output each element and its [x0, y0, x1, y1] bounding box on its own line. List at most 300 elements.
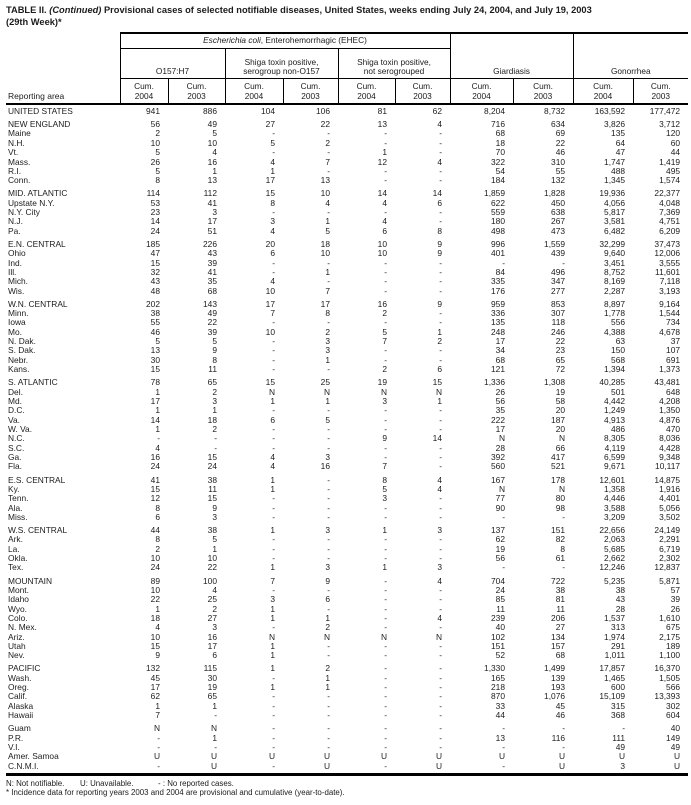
value-cell: N [323, 386, 330, 397]
value-cell: - [439, 308, 442, 319]
value-cell: 46 [150, 326, 160, 337]
value-cell: 137 [491, 525, 505, 536]
value-cell: 870 [491, 691, 505, 702]
value-cell: 7 [325, 285, 330, 296]
value-cell: - [272, 584, 275, 595]
value-cell: - [327, 710, 330, 721]
value-cell: 1 [270, 650, 275, 661]
value-cell: 139 [551, 672, 566, 683]
value-cell: N [153, 723, 160, 734]
table-row [6, 397, 688, 406]
col-header-giardiasis-cum2004: Cum. 2004 [450, 78, 513, 104]
value-cell: - [439, 732, 442, 743]
table-row [6, 425, 688, 434]
table-row [6, 129, 688, 138]
table-row [6, 167, 688, 176]
value-cell: 560 [491, 461, 505, 472]
value-cell: 5 [212, 336, 217, 347]
notifiable-diseases-table [6, 32, 688, 771]
reporting-area-cell: Mich. [8, 276, 29, 287]
value-cell: 102 [491, 631, 505, 642]
value-cell: 6 [270, 414, 275, 425]
reporting-area-cell: Ala. [8, 502, 23, 513]
value-cell: 16 [377, 298, 387, 309]
value-cell: 1,350 [659, 405, 681, 416]
value-cell: 634 [551, 119, 566, 130]
value-cell: U [498, 751, 505, 762]
value-cell: - [384, 452, 387, 463]
value-cell: 11 [208, 483, 217, 494]
value-cell: - [562, 257, 566, 268]
reporting-area-cell: Upstate N.Y. [8, 197, 55, 208]
table-row [6, 614, 688, 623]
value-cell: - [439, 207, 442, 218]
value-cell: 115 [203, 663, 217, 674]
value-cell: 206 [551, 612, 566, 623]
value-cell: U [268, 751, 275, 762]
value-cell: 2 [155, 128, 160, 139]
value-cell: 118 [551, 317, 566, 328]
value-cell: - [327, 405, 330, 416]
value-cell: 8 [155, 502, 160, 513]
value-cell: 16 [150, 452, 160, 463]
value-cell: 1,499 [544, 663, 566, 674]
value-cell: 20 [555, 405, 566, 416]
value-cell: - [384, 640, 387, 651]
value-cell: 46 [555, 710, 566, 721]
value-cell: 178 [551, 474, 566, 485]
value-cell: 5 [270, 137, 275, 148]
col-header-gonorrhea-cum2004: Cum. 2004 [573, 78, 633, 104]
value-cell: - [439, 405, 442, 416]
value-cell: 193 [551, 682, 566, 693]
value-cell: - [439, 137, 442, 148]
table-row [6, 139, 688, 148]
value-cell: 566 [666, 682, 681, 693]
value-cell: - [384, 414, 387, 425]
table-row [6, 444, 688, 453]
value-cell: 1 [325, 354, 330, 365]
value-cell: 291 [611, 640, 626, 651]
table-row [6, 328, 688, 337]
value-cell: 1 [270, 562, 275, 573]
value-cell: 28 [615, 603, 626, 614]
value-cell: 4,876 [659, 414, 681, 425]
value-cell: 4 [270, 276, 275, 287]
value-cell: 38 [207, 525, 217, 536]
value-cell: - [384, 207, 387, 218]
reporting-area-cell: Md. [8, 395, 22, 406]
value-cell: 100 [203, 575, 217, 586]
value-cell: 27 [207, 612, 217, 623]
table-row [6, 199, 688, 208]
value-cell: 473 [551, 225, 566, 236]
value-cell: - [327, 502, 330, 513]
reporting-area-cell: Ohio [8, 248, 26, 259]
value-cell: - [327, 603, 330, 614]
value-cell: - [439, 257, 442, 268]
value-cell: 886 [203, 106, 217, 116]
value-cell: 24 [207, 461, 217, 472]
col-header-o157-cum2004: Cum. 2004 [120, 78, 168, 104]
value-cell: - [384, 423, 387, 434]
value-cell: 6,482 [604, 225, 626, 236]
value-cell: 3,193 [659, 285, 681, 296]
value-cell: 22 [150, 594, 160, 605]
col-header-serogroup-cum2004: Cum. 2004 [225, 78, 283, 104]
value-cell: 24 [150, 461, 160, 472]
value-cell: 734 [666, 317, 681, 328]
value-cell: 267 [551, 216, 566, 227]
footnotes [6, 779, 688, 797]
reporting-area-cell: Ariz. [8, 631, 25, 642]
reporting-area-cell: Calif. [8, 691, 28, 702]
table-title [6, 5, 688, 28]
value-cell: - [272, 442, 275, 453]
table-row [6, 434, 688, 443]
table-row [6, 605, 688, 614]
value-cell: - [157, 741, 160, 752]
value-cell: 3 [212, 395, 217, 406]
value-cell: 8 [560, 543, 566, 554]
value-cell: 10 [265, 326, 275, 337]
value-cell: 1,373 [659, 364, 681, 375]
table-row [6, 356, 688, 365]
table-header [6, 33, 688, 104]
value-cell: 959 [491, 298, 505, 309]
value-cell: 1,249 [604, 405, 626, 416]
value-cell: 1,544 [659, 308, 681, 319]
section-row [6, 189, 688, 198]
value-cell: N [435, 386, 442, 397]
value-cell: 9 [437, 298, 442, 309]
reporting-area-cell: Utah [8, 640, 26, 651]
value-cell: 4 [212, 147, 217, 158]
value-cell: - [327, 165, 330, 176]
value-cell: 14 [432, 433, 442, 444]
value-cell: 40 [495, 622, 505, 633]
value-cell: - [327, 584, 330, 595]
value-cell: - [214, 442, 217, 453]
value-cell: 8,204 [484, 106, 505, 116]
value-cell: 8,305 [604, 433, 626, 444]
value-cell: 41 [207, 266, 217, 277]
value-cell: 56 [150, 119, 160, 130]
value-cell: 30 [207, 672, 217, 683]
value-cell: - [384, 266, 387, 277]
value-cell: 716 [491, 119, 505, 130]
table-row [6, 318, 688, 327]
value-cell: - [327, 364, 330, 375]
value-cell: 132 [551, 175, 566, 186]
value-cell: 1,974 [604, 631, 626, 642]
value-cell: 3 [437, 562, 442, 573]
value-cell: - [327, 732, 330, 743]
value-cell: 3 [382, 493, 387, 504]
value-cell: 10 [320, 248, 330, 259]
value-cell: 3 [620, 760, 626, 771]
value-cell: - [439, 354, 442, 365]
reporting-area-cell: W. Va. [8, 423, 33, 434]
footnote-not-notifiable: N: Not notifiable. [6, 778, 65, 788]
value-cell: N [268, 631, 275, 642]
value-cell: 1,465 [604, 672, 626, 683]
value-cell: 20 [555, 423, 566, 434]
value-cell: 77 [495, 493, 505, 504]
table-row [6, 724, 688, 733]
value-cell: 322 [491, 156, 505, 167]
table-row [6, 743, 688, 752]
value-cell: 9 [382, 433, 387, 444]
value-cell: 14 [377, 188, 387, 199]
value-cell: - [439, 128, 442, 139]
value-cell: 1,537 [604, 612, 626, 623]
value-cell: 37,473 [654, 238, 681, 249]
value-cell: - [502, 741, 505, 752]
table-row [6, 208, 688, 217]
value-cell: 23 [150, 207, 160, 218]
value-cell: 24 [495, 584, 505, 595]
value-cell: - [384, 502, 387, 513]
value-cell: 8 [437, 225, 442, 236]
value-cell: 246 [551, 326, 566, 337]
value-cell: 622 [491, 197, 505, 208]
value-cell: 135 [611, 128, 626, 139]
value-cell: - [327, 207, 330, 218]
value-cell: 14,875 [654, 474, 681, 485]
value-cell: 604 [666, 710, 681, 721]
value-cell: - [384, 594, 387, 605]
value-cell: 57 [670, 584, 681, 595]
value-cell: N [268, 386, 275, 397]
value-cell: 1 [270, 483, 275, 494]
value-cell: 277 [551, 285, 566, 296]
value-cell: 17 [265, 175, 275, 186]
table-row [6, 504, 688, 513]
reporting-area-cell: E.S. CENTRAL [8, 474, 66, 485]
value-cell: 56 [495, 553, 505, 564]
value-cell: 7,118 [659, 276, 681, 287]
value-cell: 498 [491, 225, 505, 236]
value-cell: 3 [325, 525, 330, 536]
value-cell: 19 [377, 377, 387, 388]
value-cell: 3,826 [604, 119, 626, 130]
value-cell: 15 [150, 483, 160, 494]
value-cell: 6,719 [659, 543, 681, 554]
value-cell: 12 [377, 156, 387, 167]
value-cell: 5 [155, 147, 160, 158]
value-cell: 722 [551, 575, 566, 586]
value-cell: 2 [212, 386, 217, 397]
reporting-area-cell: La. [8, 543, 20, 554]
value-cell: - [272, 622, 275, 633]
value-cell: 111 [612, 732, 626, 743]
value-cell: 6,599 [604, 452, 626, 463]
value-cell: - [327, 553, 330, 564]
value-cell: 10 [150, 553, 160, 564]
table-row [6, 277, 688, 286]
value-cell: - [439, 423, 442, 434]
value-cell: 4,056 [604, 197, 626, 208]
value-cell: 70 [495, 147, 505, 158]
value-cell: 4 [437, 119, 442, 130]
value-cell: 14 [432, 188, 442, 199]
giardiasis-group-header: Giardiasis [450, 33, 573, 78]
value-cell: 1 [382, 525, 387, 536]
value-cell: 80 [555, 493, 566, 504]
value-cell: 15 [150, 640, 160, 651]
value-cell: 1,574 [659, 175, 681, 186]
value-cell: N [323, 631, 330, 642]
reporting-area-cell: Vt. [8, 147, 19, 158]
value-cell: 218 [491, 682, 505, 693]
value-cell: 62 [150, 691, 160, 702]
value-cell: 638 [551, 207, 566, 218]
value-cell: 1,011 [604, 650, 626, 661]
value-cell: - [327, 534, 330, 545]
value-cell: 1,505 [659, 672, 681, 683]
value-cell: - [157, 433, 160, 444]
value-cell: - [439, 414, 442, 425]
value-cell: 26 [150, 156, 160, 167]
value-cell: 68 [207, 285, 217, 296]
value-cell: 8,732 [544, 106, 566, 116]
value-cell: U [210, 751, 217, 762]
reporting-area-cell: N.H. [8, 137, 25, 148]
reporting-area-cell: W.N. CENTRAL [8, 298, 68, 309]
value-cell: 7 [155, 710, 160, 721]
footnote-unavailable: U: Unavailable. [80, 778, 134, 788]
value-cell: - [214, 710, 217, 721]
value-cell: 33 [495, 700, 505, 711]
value-cell: 62 [432, 106, 442, 116]
value-cell: 81 [555, 594, 566, 605]
shiga-serogroup-line1: Shiga toxin positive, [244, 56, 319, 67]
value-cell: 392 [491, 452, 505, 463]
value-cell: 78 [150, 377, 160, 388]
reporting-area-cell: Amer. Samoa [8, 751, 59, 762]
value-cell: 3,502 [659, 511, 681, 522]
reporting-area-cell: N.C. [8, 433, 25, 444]
value-cell: 60 [670, 137, 681, 148]
value-cell: 11 [496, 603, 505, 614]
value-cell: - [272, 741, 275, 752]
value-cell: 336 [491, 308, 505, 319]
value-cell: - [384, 553, 387, 564]
value-cell: 1 [212, 165, 217, 176]
value-cell: 226 [203, 238, 217, 249]
value-cell: 22 [207, 562, 217, 573]
value-cell: 10 [320, 188, 330, 199]
value-cell: 69 [555, 128, 566, 139]
value-cell: 39 [207, 257, 217, 268]
value-cell: 1 [270, 640, 275, 651]
value-cell: - [384, 700, 387, 711]
value-cell: - [384, 741, 387, 752]
value-cell: 4 [155, 622, 160, 633]
reporting-area-cell: Nev. [8, 650, 25, 661]
value-cell: 1,358 [604, 483, 626, 494]
value-cell: - [327, 691, 330, 702]
reporting-area-cell: N.J. [8, 216, 23, 227]
table-row [6, 406, 688, 415]
value-cell: - [384, 612, 387, 623]
value-cell: 310 [551, 156, 566, 167]
value-cell: U [323, 760, 330, 771]
table-row [6, 416, 688, 425]
value-cell: 157 [551, 640, 566, 651]
value-cell: - [327, 650, 330, 661]
table-row [6, 268, 688, 277]
value-cell: 15 [265, 377, 275, 388]
value-cell: - [272, 534, 275, 545]
value-cell: 55 [150, 317, 160, 328]
value-cell: 10 [150, 137, 160, 148]
value-cell: 1 [325, 672, 330, 683]
reporting-area-cell: S. Dak. [8, 345, 36, 356]
value-cell: - [384, 603, 387, 614]
value-cell: 8 [155, 534, 160, 545]
value-cell: 49 [207, 119, 217, 130]
section-row [6, 240, 688, 249]
value-cell: 81 [377, 106, 387, 116]
value-cell: 10,117 [655, 461, 681, 472]
value-cell: 180 [491, 216, 505, 227]
value-cell: 5,871 [659, 575, 681, 586]
value-cell: 17 [495, 336, 505, 347]
value-cell: 2 [325, 137, 330, 148]
value-cell: - [502, 562, 505, 573]
value-cell: - [439, 622, 442, 633]
value-cell: 3,588 [604, 502, 626, 513]
value-cell: 38 [150, 308, 160, 319]
table-row [6, 494, 688, 503]
value-cell: 495 [666, 165, 681, 176]
value-cell: 62 [495, 534, 505, 545]
value-cell: U [210, 760, 217, 771]
value-cell: 49 [670, 741, 681, 752]
value-cell: 368 [611, 710, 626, 721]
value-cell: 2 [212, 423, 217, 434]
value-cell: 28 [495, 442, 505, 453]
value-cell: 1 [270, 474, 275, 485]
value-cell: N [498, 483, 505, 494]
value-cell: 55 [555, 165, 566, 176]
value-cell: 38 [207, 474, 217, 485]
value-cell: - [272, 147, 275, 158]
value-cell: 1 [270, 603, 275, 614]
value-cell: 315 [611, 700, 626, 711]
value-cell: - [272, 710, 275, 721]
value-cell: 17 [495, 423, 505, 434]
value-cell: - [439, 543, 442, 554]
reporting-area-cell: Hawaii [8, 710, 34, 721]
footnote-incidence: * Incidence data for reporting years 2003 and 2004 are provisional and cumulative (year-to-date). [6, 787, 345, 797]
value-cell: - [384, 543, 387, 554]
value-cell: 4 [270, 156, 275, 167]
value-cell: 9 [212, 502, 217, 513]
value-cell: - [384, 276, 387, 287]
value-cell: - [384, 257, 387, 268]
value-cell: 691 [666, 354, 681, 365]
value-cell: 22,377 [654, 188, 681, 199]
value-cell: 63 [615, 336, 626, 347]
value-cell: 1 [155, 405, 160, 416]
value-cell: 4,913 [604, 414, 626, 425]
value-cell: 40 [670, 723, 681, 734]
value-cell: 3 [437, 525, 442, 536]
reporting-area-cell: V.I. [8, 741, 20, 752]
